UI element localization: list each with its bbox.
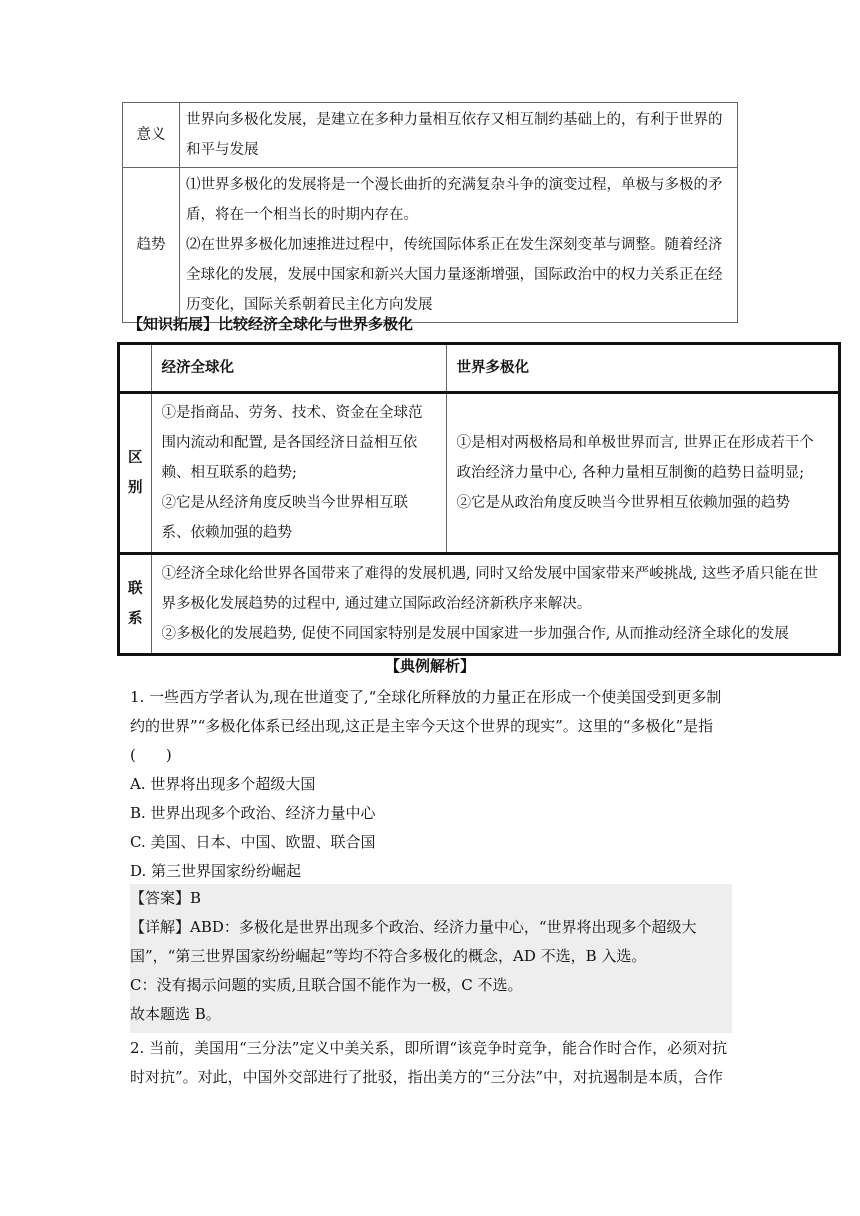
table-row [119, 393, 840, 554]
cell-text: ①是相对两极格局和单极世界而言, 世界正在形成若干个政治经济力量中心, 各种力量相互制衡的趋势日益明显; [456, 435, 814, 481]
table-row [123, 168, 738, 323]
row-label-connection [119, 554, 152, 655]
section-heading: 【知识拓展】比较经济全球化与世界多极化 [128, 315, 414, 333]
question-1 [130, 683, 732, 886]
table-row [123, 103, 738, 168]
question-stem: 1. 一些西方学者认为,现在世道变了,“全球化所释放的力量正在形成一个使美国受到更多制约的世界”“多极化体系已经出现,这正是主宰今天这个世界的现实”。这里的“多极化”是指 [130, 688, 722, 735]
detail-line: 【详解】ABD：多极化是世界出现多个政治、经济力量中心，“世界将出现多个超级大国”，“第三世界国家纷纷崛起”等均不符合多极化的概念，AD 不选，B 入选。 [130, 918, 697, 965]
label-char: 别 [128, 480, 143, 496]
table-row [119, 554, 840, 655]
cell-text: ⑵在世界多极化加速推进过程中，传统国际体系正在发生深刻变革与调整。随着经济全球化的发展，发展中国家和新兴大国力量逐渐增强，国际政治中的权力关系正在经历变化，国际关系朝着民主化方向发展 [186, 237, 723, 313]
cell-text: ①是指商品、劳务、技术、资金在全球范围内流动和配置, 是各国经济日益相互依赖、相互联系的趋势; [161, 405, 423, 481]
c-note-line: C：没有揭示问题的实质,且联合国不能作为一极，C 不选。 [130, 976, 523, 994]
row-label-difference [119, 393, 152, 554]
header-globalization: 经济全球化 [151, 344, 446, 393]
globalization-difference-cell [151, 393, 446, 554]
option-a: A. 世界将出现多个超级大国 [130, 775, 316, 793]
header-multipolarity: 世界多极化 [446, 344, 840, 393]
label-char: 区 [128, 450, 143, 466]
option-c: C. 美国、日本、中国、欧盟、联合国 [130, 833, 376, 851]
table-header-row [119, 344, 840, 393]
multipolarity-table [122, 102, 738, 323]
option-d: D. 第三世界国家纷纷崛起 [130, 862, 302, 880]
label-char: 联 [128, 581, 143, 597]
cell-text: ②它是从经济角度反映当今世界相互联系、依赖加强的趋势 [161, 495, 408, 541]
cell-text: ②多极化的发展趋势, 促使不同国家特别是发展中国家进一步加强合作, 从而推动经济全球化的发展 [161, 626, 789, 642]
connection-cell [151, 554, 840, 655]
comparison-table [117, 342, 841, 656]
cell-text: ①经济全球化给世界各国带来了难得的发展机遇, 同时又给发展中国家带来严峻挑战, 这些矛盾只能在世界多极化发展趋势的过程中, 通过建立国际政治经济新秩序来解决。 [161, 566, 818, 612]
trend-cell [180, 168, 738, 323]
row-label-significance: 意义 [123, 103, 180, 168]
conclusion-line: 故本题选 B。 [130, 1005, 221, 1023]
option-b: B. 世界出现多个政治、经济力量中心 [130, 804, 376, 822]
cell-text: 世界向多极化发展，是建立在多种力量相互依存又相互制约基础上的，有利于世界的和平与发展 [186, 112, 723, 158]
question-stem: 2. 当前，美国用“三分法”定义中美关系，即所谓“该竞争时竞争，能合作时合作，必须对抗时对抗”。对此，中国外交部进行了批驳，指出美方的“三分法”中，对抗遏制是本质，合作 [130, 1039, 728, 1086]
multipolarity-difference-cell [446, 393, 840, 554]
answer-bracket: ( ) [130, 746, 172, 764]
row-label-trend: 趋势 [123, 168, 180, 323]
answer-line: 【答案】B [130, 889, 202, 907]
question-2 [130, 1034, 732, 1092]
label-char: 系 [128, 611, 143, 627]
answer-explanation-block [130, 884, 732, 1033]
corner-cell [119, 344, 152, 393]
cell-text: ⑴世界多极化的发展将是一个漫长曲折的充满复杂斗争的演变过程，单极与多极的矛盾，将在一个相当长的时期内存在。 [186, 177, 723, 223]
example-title: 【典例解析】 [384, 657, 475, 675]
significance-cell [180, 103, 738, 168]
cell-text: ②它是从政治角度反映当今世界相互依赖加强的趋势 [456, 495, 790, 511]
